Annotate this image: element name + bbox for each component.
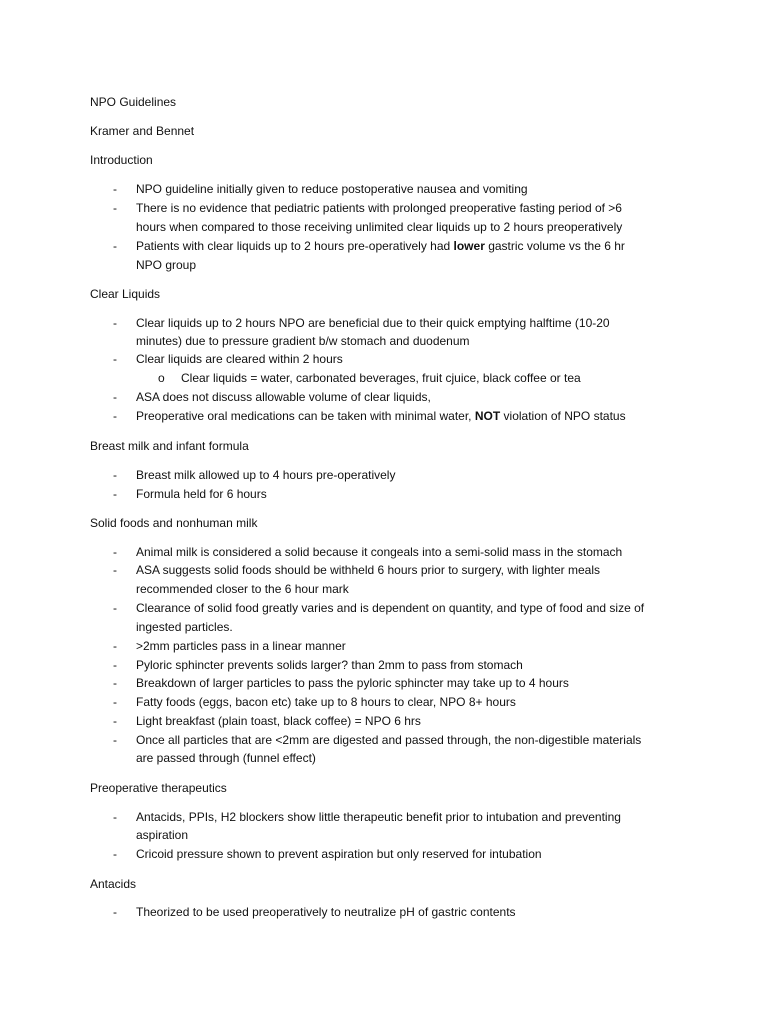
bullet-text-part: Patients with clear liquids up to 2 hours pre-operatively had (136, 239, 454, 253)
bullet-dash: - (113, 847, 117, 861)
bullet-text: Formula held for 6 hours (136, 487, 267, 501)
bullet-text: Breast milk allowed up to 4 hours pre-operatively (136, 468, 396, 482)
bullet-text-continued: ingested particles. (136, 620, 233, 634)
section-heading-antacids: Antacids (90, 877, 137, 891)
bullet-text: Antacids, PPIs, H2 blockers show little therapeutic benefit prior to intubation and preventing (136, 810, 621, 824)
bullet-text-part: gastric volume vs the 6 hr (484, 239, 625, 253)
bullet-text: Once all particles that are <2mm are digested and passed through, the non-digestible materials (136, 733, 642, 747)
bullet-dash: - (113, 390, 117, 404)
bullet-text: Clear liquids up to 2 hours NPO are beneficial due to their quick emptying halftime (10-20 (136, 316, 610, 330)
section-heading-introduction: Introduction (90, 153, 153, 167)
bullet-text-continued: are passed through (funnel effect) (136, 751, 316, 765)
bullet-text: Breakdown of larger particles to pass the pyloric sphincter may take up to 4 hours (136, 676, 569, 690)
bullet-text-continued: hours when compared to those receiving unlimited clear liquids up to 2 hours preoperatively (136, 220, 623, 234)
bullet-text (136, 407, 626, 425)
section-heading-clear-liquids: Clear Liquids (90, 287, 161, 301)
bullet-text: Theorized to be used preoperatively to neutralize pH of gastric contents (136, 905, 516, 919)
bullet-text-part: Preoperative oral medications can be taken with minimal water, (136, 409, 475, 423)
bullet-text-part: violation of NPO status (500, 409, 626, 423)
bullet-dash: - (113, 676, 117, 690)
bullet-text: ASA suggests solid foods should be withheld 6 hours prior to surgery, with lighter meals (136, 563, 601, 577)
sub-bullet-marker: o (158, 371, 165, 385)
bullet-text: Clear liquids are cleared within 2 hours (136, 352, 343, 366)
section-heading-solid-foods: Solid foods and nonhuman milk (90, 516, 258, 530)
bullet-text-continued: aspiration (136, 828, 189, 842)
bullet-dash: - (113, 316, 117, 330)
bullet-dash: - (113, 810, 117, 824)
bullet-dash: - (113, 487, 117, 501)
bold-emphasis: lower (453, 239, 485, 253)
bullet-dash: - (113, 905, 117, 919)
bullet-text (136, 237, 625, 255)
bullet-text-continued: NPO group (136, 258, 197, 272)
bullet-text-continued: recommended closer to the 6 hour mark (136, 582, 349, 596)
bullet-text: Pyloric sphincter prevents solids larger? than 2mm to pass from stomach (136, 658, 523, 672)
sub-bullet-text: Clear liquids = water, carbonated beverages, fruit cjuice, black coffee or tea (181, 371, 581, 385)
bullet-dash: - (113, 545, 117, 559)
bullet-dash: - (113, 714, 117, 728)
document-authors: Kramer and Bennet (90, 124, 195, 138)
document-title: NPO Guidelines (90, 95, 177, 109)
bullet-text: NPO guideline initially given to reduce postoperative nausea and vomiting (136, 182, 528, 196)
bullet-text: Light breakfast (plain toast, black coffee) = NPO 6 hrs (136, 714, 421, 728)
bullet-dash: - (113, 733, 117, 747)
section-heading-breast-milk: Breast milk and infant formula (90, 439, 249, 453)
bullet-text: Fatty foods (eggs, bacon etc) take up to 8 hours to clear, NPO 8+ hours (136, 695, 516, 709)
bullet-dash: - (113, 563, 117, 577)
bullet-dash: - (113, 639, 117, 653)
bullet-dash: - (113, 239, 117, 253)
bullet-text: >2mm particles pass in a linear manner (136, 639, 346, 653)
bullet-dash: - (113, 658, 117, 672)
bullet-text: There is no evidence that pediatric patients with prolonged preoperative fasting period of >6 (136, 201, 622, 215)
bullet-dash: - (113, 182, 117, 196)
bullet-dash: - (113, 409, 117, 423)
bullet-dash: - (113, 695, 117, 709)
bullet-text: Clearance of solid food greatly varies and is dependent on quantity, and type of food and size of (136, 601, 645, 615)
bullet-text: Animal milk is considered a solid because it congeals into a semi-solid mass in the stomach (136, 545, 623, 559)
bullet-dash: - (113, 201, 117, 215)
bullet-text: ASA does not discuss allowable volume of clear liquids, (136, 390, 431, 404)
bullet-text-continued: minutes) due to pressure gradient b/w stomach and duodenum (136, 334, 470, 348)
bold-emphasis: NOT (474, 409, 501, 423)
bullet-dash: - (113, 601, 117, 615)
bullet-text: Cricoid pressure shown to prevent aspiration but only reserved for intubation (136, 847, 542, 861)
bullet-dash: - (113, 468, 117, 482)
bullet-dash: - (113, 352, 117, 366)
section-heading-preoperative-therapeutics: Preoperative therapeutics (90, 781, 227, 795)
